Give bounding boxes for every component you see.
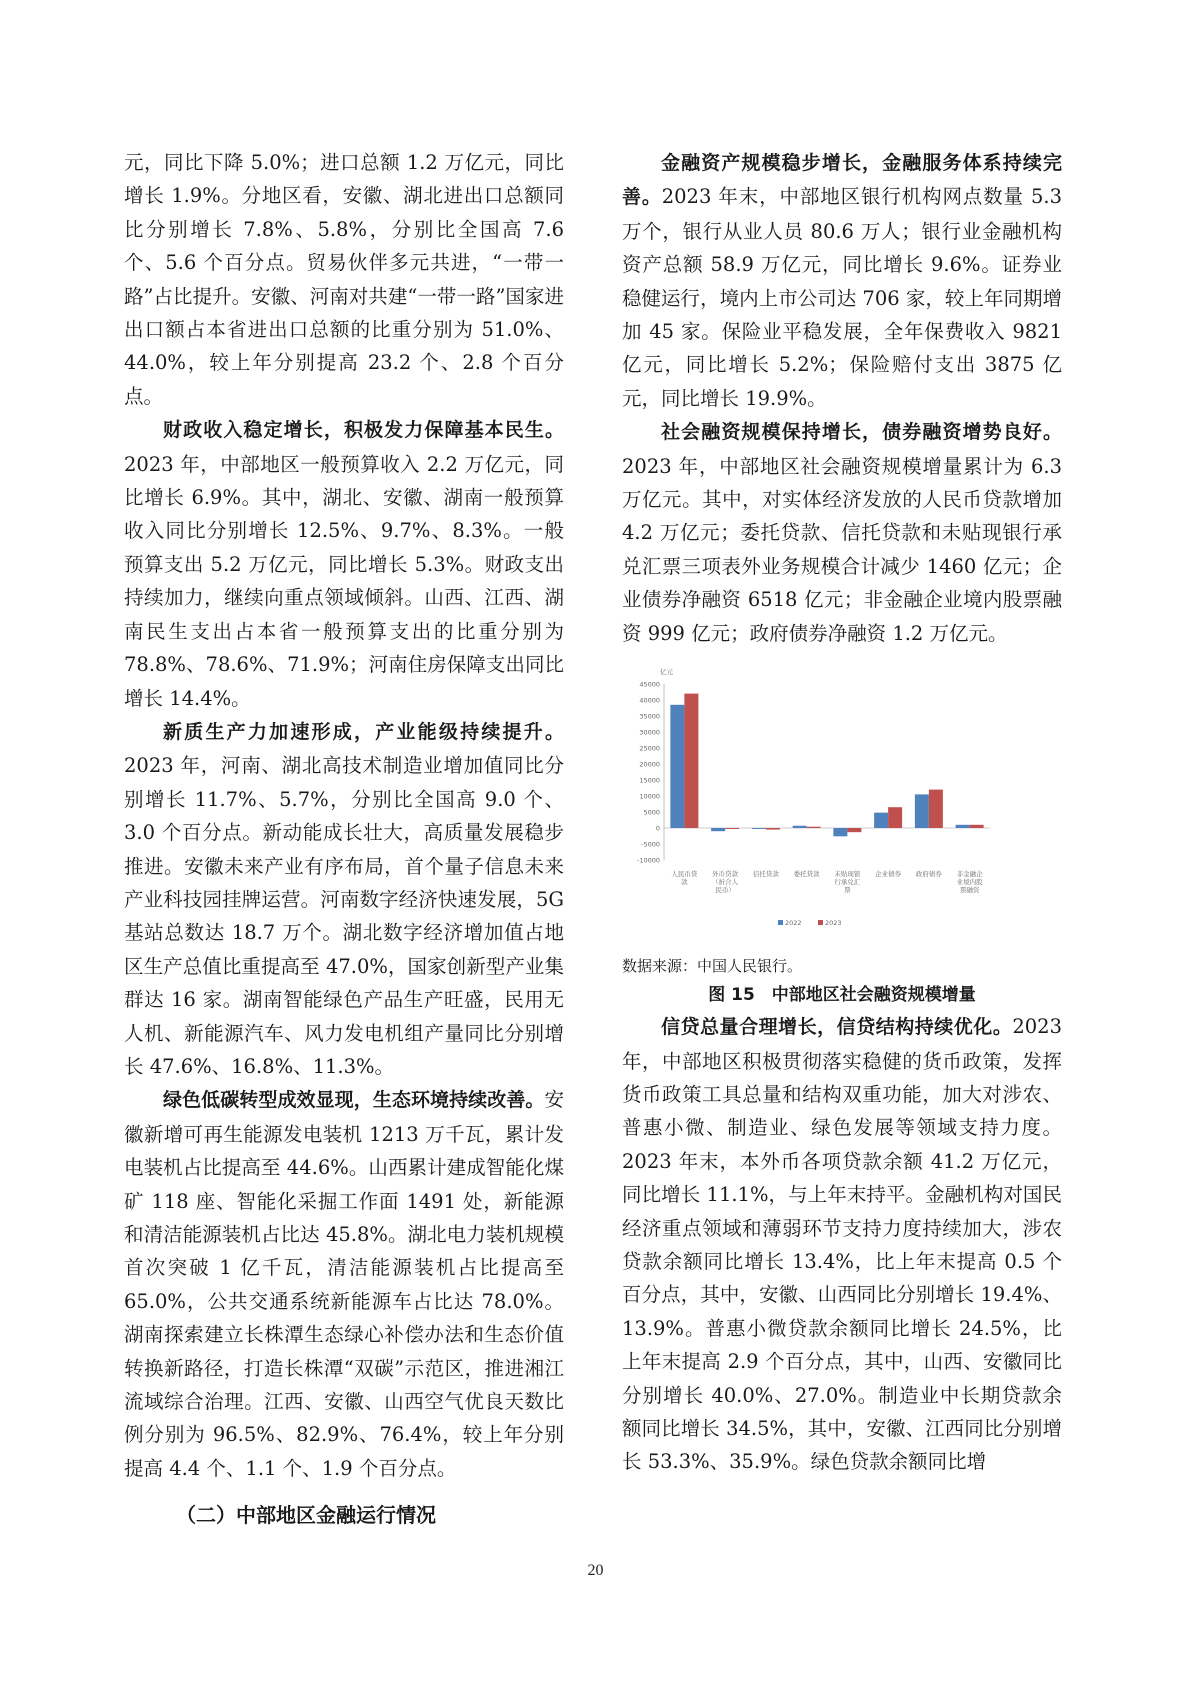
bar-2023	[684, 694, 698, 828]
bar-2022	[711, 828, 725, 831]
paragraph: 元，同比下降 5.0%；进口总额 1.2 万亿元，同比增长 1.9%。分地区看，安徽、湖北进出口总额同比分别增长 7.8%、5.8%，分别比全国高 7.6 个、5.6 个百分点。贸易伙伴多元共进，“一带一路”占比提升。安徽、河南对共建“一带一路”国家进出口额占本省进出口总额的比重分别为 51.0%、44.0%，较上年分别提高 23.2 个、2.8 个百分点。	[124, 151, 564, 408]
bar-chart-svg	[622, 662, 1082, 952]
y-tick-label: 10000	[639, 792, 660, 801]
category-label: 企业债券	[875, 870, 902, 879]
y-tick-label: 40000	[639, 696, 660, 705]
paragraph	[622, 415, 1062, 650]
bar-2023	[847, 828, 861, 832]
y-tick-label: 0	[655, 824, 660, 833]
y-tick-label: 30000	[639, 728, 660, 737]
bar-2022	[833, 828, 847, 836]
figure-caption: 图 15 中部地区社会融资规模增量	[708, 985, 976, 1006]
right-column	[622, 146, 1062, 1479]
bar-2023	[725, 828, 739, 829]
category-label: 委托贷款	[793, 870, 820, 879]
bar-chart	[622, 662, 1082, 952]
bar-2022	[915, 794, 929, 828]
category-label: 政府债券	[915, 870, 942, 879]
category-label: 外币贷款（折合人民币）	[712, 870, 739, 895]
paragraph-heading: 财政收入稳定增长，积极发力保障基本民生。	[163, 419, 564, 442]
bar-2023	[766, 828, 780, 830]
bar-2023	[929, 790, 943, 828]
paragraph-body: 2023 年末，中部地区银行机构网点数量 5.3 万个，银行从业人员 80.6 万人；银行业金融机构资产总额 58.9 万亿元，同比增长 9.6%。证券业稳健运行，境内上市公司达 706 家，较上年同期增加 45 家。保险业平稳发展，全年保费收入 9821 亿元，同比增长 5.2%；保险赔付支出 3875 亿元，同比增长 19.9%。	[622, 185, 1062, 410]
bar-2022	[670, 705, 684, 828]
y-tick-label: 5000	[643, 808, 660, 817]
paragraph-heading: 信贷总量合理增长，信贷结构持续优化。	[661, 1016, 1013, 1039]
legend-swatch	[818, 920, 823, 925]
y-tick-label: 20000	[639, 760, 660, 769]
data-source: 数据来源：中国人民银行。	[622, 957, 803, 976]
section-title: （二）中部地区金融运行情况	[176, 1503, 436, 1528]
paragraph	[124, 413, 564, 715]
bar-2023	[970, 825, 984, 828]
paragraph	[622, 1010, 1062, 1479]
page-number: 20	[587, 1562, 604, 1579]
legend-label: 2023	[825, 919, 842, 928]
paragraph-body: 2023 年，中部地区社会融资规模增量累计为 6.3 万亿元。其中，对实体经济发放的人民币贷款增加 4.2 万亿元；委托贷款、信托贷款和未贴现银行承兑汇票三项表外业务规模合计减少 1460 亿元；企业债券净融资 6518 亿元；非金融企业境内股票融资 999 亿元；政府债券净融资 1.2 万亿元。	[622, 454, 1062, 645]
y-tick-label: 15000	[639, 776, 660, 785]
paragraph-heading: 金融资产规模稳步增长，金融服务体系持续完善。	[622, 152, 1062, 209]
bar-2022	[793, 826, 807, 828]
bar-2023	[807, 827, 821, 828]
left-column	[124, 146, 564, 1533]
paragraph-heading: 新质生产力加速形成，产业能级持续提升。	[163, 720, 564, 743]
paragraph	[622, 146, 1062, 415]
y-axis-unit: 亿元	[660, 668, 673, 677]
bar-2022	[956, 825, 970, 828]
bar-2022	[874, 813, 888, 828]
paragraph-body: 2023 年，中部地区积极贯彻落实稳健的货币政策，发挥货币政策工具总量和结构双重功能，加大对涉农、普惠小微、制造业、绿色发展等领域支持力度。2023 年末，本外币各项贷款余额 41.2 万亿元，同比增长 11.1%，与上年末持平。金融机构对国民经济重点领域和薄弱环节支持力度持续加大，涉农贷款余额同比增长 13.4%，比上年末提高 0.5 个百分点，其中，安徽、山西同比分别增长 19.4%、13.9%。普惠小微贷款余额同比增长 24.5%，比上年末提高 2.9 个百分点，其中，山西、安徽同比分别增长 40.0%、27.0%。制造业中长期贷款余额同比增长 34.5%，其中，安徽、江西同比分别增长 53.3%、35.9%。绿色贷款余额同比增	[622, 1015, 1062, 1474]
category-label: 未贴现银行承兑汇票	[834, 870, 861, 895]
category-label: 非金融企业境内股票融资	[956, 870, 983, 895]
legend-label: 2022	[785, 919, 802, 928]
paragraph-body: 2023 年，中部地区一般预算收入 2.2 万亿元，同比增长 6.9%。其中，湖北、安徽、湖南一般预算收入同比分别增长 12.5%、9.7%、8.3%。一般预算支出 5.2 万亿元，同比增长 5.3%。财政支出持续加力，继续向重点领域倾斜。山西、江西、湖南民生支出占本省一般预算支出的比重分别为 78.8%、78.6%、71.9%；河南住房保障支出同比增长 14.4%。	[124, 452, 564, 710]
bar-2022	[752, 828, 766, 829]
paragraph-body: 2023 年，河南、湖北高技术制造业增加值同比分别增长 11.7%、5.7%，分别比全国高 9.0 个、3.0 个百分点。新动能成长壮大，高质量发展稳步推进。安徽未来产业有序布局，首个量子信息未来产业科技园挂牌运营。河南数字经济快速发展，5G 基站总数达 18.7 万个。湖北数字经济增加值占地区生产总值比重提高至 47.0%，国家创新型产业集群达 16 家。湖南智能绿色产品生产旺盛，民用无人机、新能源汽车、风力发电机组产量同比分别增长 47.6%、16.8%、11.3%。	[124, 754, 564, 1078]
y-tick-label: 25000	[639, 744, 660, 753]
paragraph	[124, 1083, 564, 1485]
paragraph-heading: 绿色低碳转型成效显现，生态环境持续改善。	[163, 1089, 545, 1112]
category-label: 信托贷款	[752, 870, 779, 879]
paragraph-heading: 社会融资规模保持增长，债券融资增势良好。	[661, 421, 1062, 444]
bar-2023	[888, 807, 902, 828]
paragraph-body: 安徽新增可再生能源发电装机 1213 万千瓦，累计发电装机占比提高至 44.6%。山西累计建成智能化煤矿 118 座、智能化采掘工作面 1491 处，新能源和清洁能源装机占比达 45.8%。湖北电力装机规模首次突破 1 亿千瓦，清洁能源装机占比提高至 65.0%，公共交通系统新能源车占比达 78.0%。湖南探索建立长株潭生态绿心补偿办法和生态价值转换新路径，打造长株潭“双碳”示范区，推进湘江流域综合治理。江西、安徽、山西空气优良天数比例分别为 96.5%、82.9%、76.4%，较上年分别提高 4.4 个、1.1 个、1.9 个百分点。	[124, 1088, 564, 1480]
y-tick-label: -5000	[641, 840, 660, 849]
category-label: 人民币贷款	[671, 870, 698, 887]
y-tick-label: -10000	[636, 856, 660, 865]
y-tick-label: 35000	[639, 712, 660, 721]
paragraph	[124, 715, 564, 1083]
legend-swatch	[778, 920, 783, 925]
y-tick-label: 45000	[639, 680, 660, 689]
